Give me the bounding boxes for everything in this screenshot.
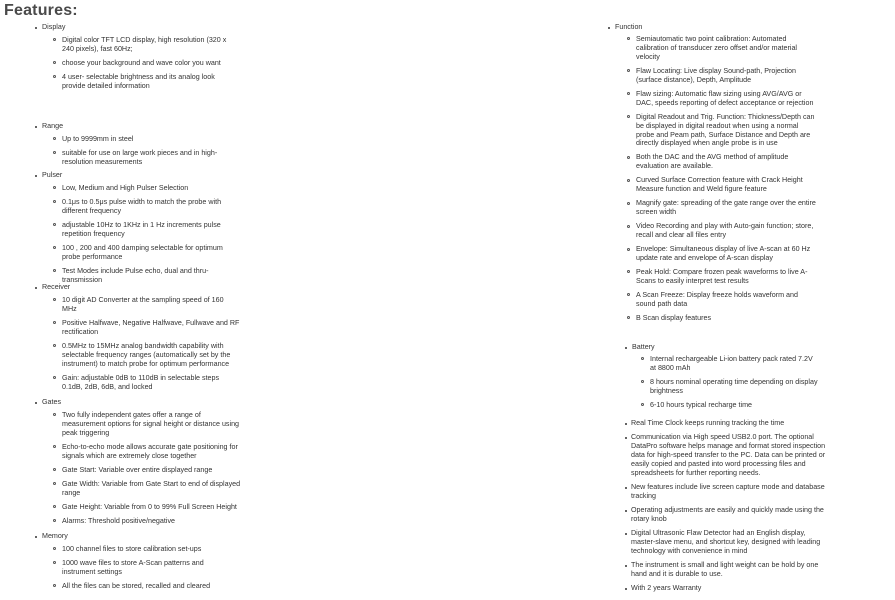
- section-range: [42, 122, 292, 172]
- hollow-bullet-icon: [53, 468, 56, 471]
- list-item: Digital Readout and Trig. Function: Thickness/Depth can be displayed in digital readout when using a normal probe and Peam path, Surface Distance and Depth are directly displayed when angle probe is in use: [636, 113, 816, 149]
- list-item: 6-10 hours typical recharge time: [650, 401, 820, 410]
- hollow-bullet-icon: [53, 246, 56, 249]
- section-receiver: [42, 283, 292, 397]
- hollow-bullet-icon: [53, 38, 56, 41]
- list-item: 8 hours nominal operating time depending on display brightness: [650, 378, 820, 396]
- hollow-bullet-icon: [627, 316, 630, 319]
- page-title: Features:: [4, 2, 78, 19]
- hollow-bullet-icon: [627, 37, 630, 40]
- list-item: Peak Hold: Compare frozen peak waveforms to live A-Scans to easily interpret test results: [636, 268, 816, 286]
- hollow-bullet-icon: [641, 380, 644, 383]
- section-label: Battery: [632, 343, 882, 352]
- list-item: New features include live screen capture mode and database tracking: [631, 483, 831, 501]
- section-label: Range: [42, 122, 292, 131]
- section-label: Gates: [42, 398, 292, 407]
- list-item: Operating adjustments are easily and quickly made using the rotary knob: [631, 506, 831, 524]
- hollow-bullet-icon: [641, 403, 644, 406]
- section-display: [42, 23, 292, 96]
- section-pulser: [42, 171, 292, 290]
- list-item: choose your background and wave color you want: [62, 59, 237, 68]
- list-item: Gain: adjustable 0dB to 110dB in selectable steps 0.1dB, 2dB, 6dB, and locked: [62, 374, 240, 392]
- list-item: 1000 wave files to store A-Scan patterns and instrument settings: [62, 559, 237, 577]
- hollow-bullet-icon: [627, 225, 630, 228]
- section-label: Receiver: [42, 283, 292, 292]
- list-item: 100 channel files to store calibration set-ups: [62, 545, 237, 554]
- list-item: 0.5MHz to 15MHz analog bandwidth capability with selectable frequency ranges (automatically set by the instrument) to match probe for optimum performance: [62, 342, 240, 369]
- list-item: B Scan display features: [636, 314, 816, 323]
- list-item: All the files can be stored, recalled and cleared: [62, 582, 237, 591]
- list-item: Gate Height: Variable from 0 to 99% Full Screen Height: [62, 503, 242, 512]
- list-item: Digital color TFT LCD display, high resolution (320 x 240 pixels), fast 60Hz;: [62, 36, 237, 54]
- list-item: 0.1μs to 0.5μs pulse width to match the probe with different frequency: [62, 198, 237, 216]
- section-label: Memory: [42, 532, 292, 541]
- other-features-list: [631, 419, 831, 599]
- hollow-bullet-icon: [627, 270, 630, 273]
- hollow-bullet-icon: [627, 179, 630, 182]
- list-item: A Scan Freeze: Display freeze holds waveform and sound path data: [636, 291, 816, 309]
- hollow-bullet-icon: [53, 561, 56, 564]
- hollow-bullet-icon: [53, 505, 56, 508]
- list-item: Semiautomatic two point calibration: Automated calibration of transducer zero offset and/or material velocity: [636, 35, 816, 62]
- list-item: suitable for use on large work pieces and in high-resolution measurements: [62, 149, 237, 167]
- hollow-bullet-icon: [53, 137, 56, 140]
- hollow-bullet-icon: [53, 75, 56, 78]
- section-label: Display: [42, 23, 292, 32]
- section-function: [615, 23, 895, 328]
- hollow-bullet-icon: [53, 186, 56, 189]
- list-item: Positive Halfwave, Negative Halfwave, Fullwave and RF rectification: [62, 319, 240, 337]
- hollow-bullet-icon: [53, 200, 56, 203]
- hollow-bullet-icon: [53, 413, 56, 416]
- hollow-bullet-icon: [627, 248, 630, 251]
- list-item: Communication via High speed USB2.0 port. The optional DataPro software helps manage and format stored inspection data for high-speed transfer to the PC. Data can be printed or easily copied and pasted into word processing files and spreadsheets for further reporting needs.: [631, 433, 831, 478]
- hollow-bullet-icon: [627, 293, 630, 296]
- hollow-bullet-icon: [53, 151, 56, 154]
- hollow-bullet-icon: [627, 202, 630, 205]
- list-item: Digital Ultrasonic Flaw Detector had an English display, master-slave menu, and shortcut key, designed with leading technology with convenience in mind: [631, 529, 831, 556]
- hollow-bullet-icon: [53, 376, 56, 379]
- hollow-bullet-icon: [53, 321, 56, 324]
- list-item: Gate Width: Variable from Gate Start to end of displayed range: [62, 480, 242, 498]
- hollow-bullet-icon: [627, 92, 630, 95]
- hollow-bullet-icon: [53, 223, 56, 226]
- list-item: adjustable 10Hz to 1KHz in 1 Hz increments pulse repetition frequency: [62, 221, 237, 239]
- hollow-bullet-icon: [53, 298, 56, 301]
- list-item: Video Recording and play with Auto-gain function; store, recall and clear all files entry: [636, 222, 816, 240]
- hollow-bullet-icon: [641, 357, 644, 360]
- list-item: Internal rechargeable Li-ion battery pack rated 7.2V at 8800 mAh: [650, 355, 820, 373]
- list-item: Flaw Locating: Live display Sound-path, Projection (surface distance), Depth, Amplitude: [636, 67, 816, 85]
- hollow-bullet-icon: [53, 547, 56, 550]
- section-gates: [42, 398, 292, 530]
- hollow-bullet-icon: [53, 61, 56, 64]
- list-item: Two fully independent gates offer a range of measurement options for signal height or distance using peak triggering: [62, 411, 242, 438]
- list-item: 10 digit AD Converter at the sampling speed of 160 MHz: [62, 296, 240, 314]
- list-item: Up to 9999mm in steel: [62, 135, 237, 144]
- hollow-bullet-icon: [53, 269, 56, 272]
- hollow-bullet-icon: [53, 584, 56, 587]
- hollow-bullet-icon: [627, 156, 630, 159]
- list-item: With 2 years Warranty: [631, 584, 831, 593]
- list-item: 100 , 200 and 400 damping selectable for optimum probe performance: [62, 244, 237, 262]
- list-item: Real Time Clock keeps running tracking the time: [631, 419, 831, 428]
- section-label: Function: [615, 23, 895, 32]
- list-item: Gate Start: Variable over entire displayed range: [62, 466, 242, 475]
- section-memory: [42, 532, 292, 596]
- hollow-bullet-icon: [53, 482, 56, 485]
- list-item: Echo-to-echo mode allows accurate gate positioning for signals which are extremely close together: [62, 443, 242, 461]
- hollow-bullet-icon: [53, 519, 56, 522]
- list-item: Alarms: Threshold positive/negative: [62, 517, 242, 526]
- list-item: Both the DAC and the AVG method of amplitude evaluation are available.: [636, 153, 816, 171]
- hollow-bullet-icon: [53, 445, 56, 448]
- list-item: The instrument is small and light weight can be hold by one hand and it is durable to use.: [631, 561, 831, 579]
- list-item: 4 user- selectable brightness and its analog look provide detailed information: [62, 73, 237, 91]
- hollow-bullet-icon: [627, 69, 630, 72]
- list-item: Low, Medium and High Pulser Selection: [62, 184, 237, 193]
- section-label: Pulser: [42, 171, 292, 180]
- section-battery: [632, 343, 882, 415]
- list-item: Flaw sizing: Automatic flaw sizing using AVG/AVG or DAC, speeds reporting of defect acceptance or rejection: [636, 90, 816, 108]
- list-item: Curved Surface Correction feature with Crack Height Measure function and Weld figure feature: [636, 176, 816, 194]
- list-item: Magnify gate: spreading of the gate range over the entire screen width: [636, 199, 816, 217]
- hollow-bullet-icon: [627, 115, 630, 118]
- list-item: Test Modes include Pulse echo, dual and thru-transmission: [62, 267, 237, 285]
- list-item: Envelope: Simultaneous display of live A-scan at 60 Hz update rate and envelope of A-scan display: [636, 245, 816, 263]
- hollow-bullet-icon: [53, 344, 56, 347]
